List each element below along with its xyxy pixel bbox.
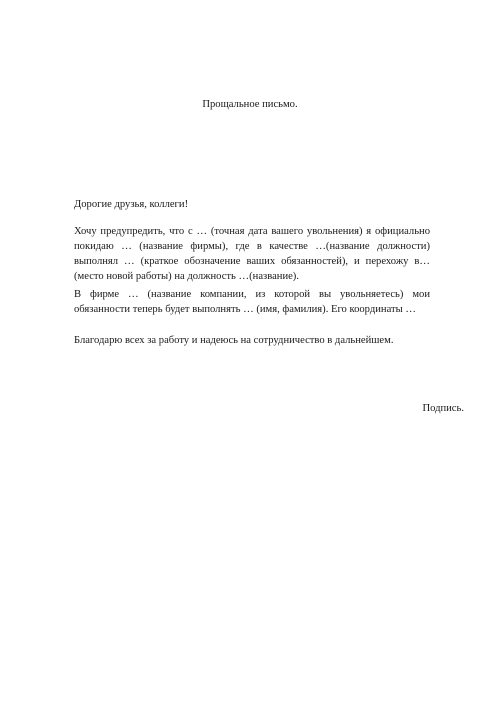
letter-signature: Подпись. <box>422 403 464 414</box>
letter-paragraph-2: В фирме … (название компании, из которой вы увольняетесь) мои обязанности теперь будет выполнять … (имя, фамилия). Его координаты … <box>74 289 430 315</box>
letter-paragraph-3: Благодарю всех за работу и надеюсь на сотрудничество в дальнейшем. <box>74 335 394 346</box>
letter-title: Прощальное письмо. <box>202 99 298 110</box>
letter-greeting: Дорогие друзья, коллеги! <box>74 199 189 210</box>
letter-paragraph-1: Хочу предупредить, что с … (точная дата вашего увольнения) я официально покидаю … (название фирмы), где в качестве …(название должности) выполнял … (краткое обозначение ваших обязанностей), и перехожу в… (место новой работы) на должность …(название). <box>74 226 430 282</box>
